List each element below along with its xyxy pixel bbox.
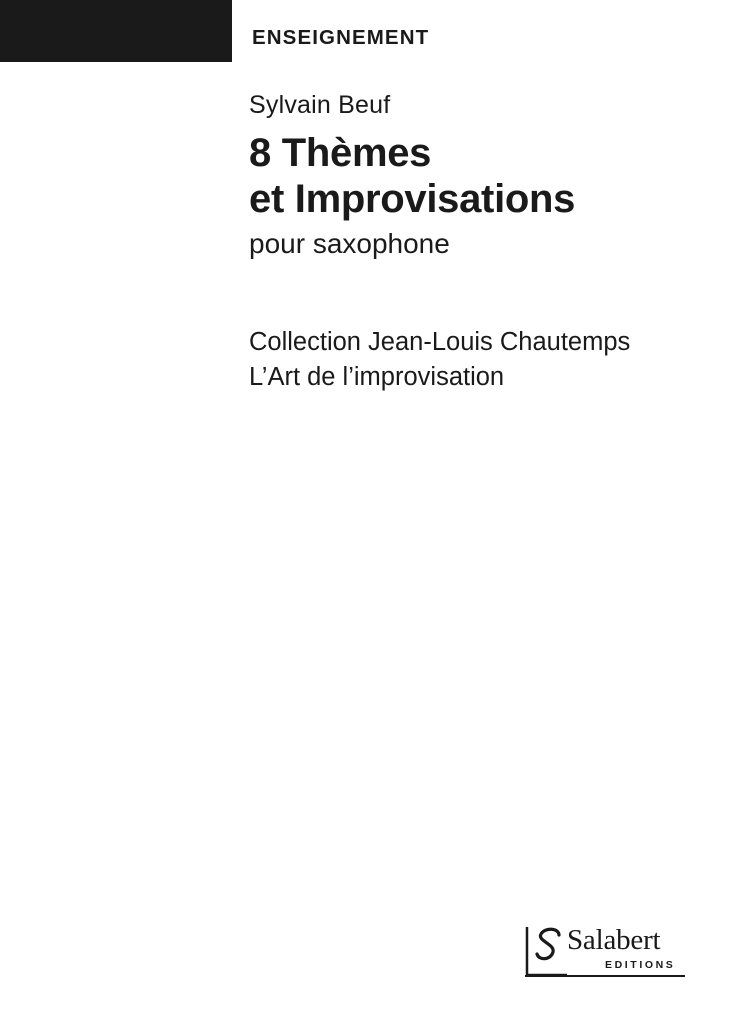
- page-title: [249, 130, 719, 223]
- collection-series: L’Art de l’improvisation: [249, 362, 505, 391]
- publisher-name: Salabert: [567, 924, 661, 956]
- collection-block: [249, 325, 719, 395]
- instrumentation-subtitle: pour saxophone: [249, 228, 450, 260]
- page-title-line-1: 8 Thèmes: [249, 130, 432, 175]
- category-label: ENSEIGNEMENT: [252, 26, 430, 49]
- salabert-s-mark-icon: [525, 925, 569, 977]
- logo-divider: [525, 975, 685, 977]
- publisher-logo: [525, 925, 685, 987]
- page-title-line-2: et Improvisations: [249, 176, 576, 221]
- publisher-tagline: EDITIONS: [605, 959, 676, 971]
- title-block: [249, 92, 719, 260]
- header-black-band: [0, 0, 232, 62]
- collection-name: Collection Jean-Louis Chautemps: [249, 328, 631, 356]
- composer-name: Sylvain Beuf: [249, 91, 391, 119]
